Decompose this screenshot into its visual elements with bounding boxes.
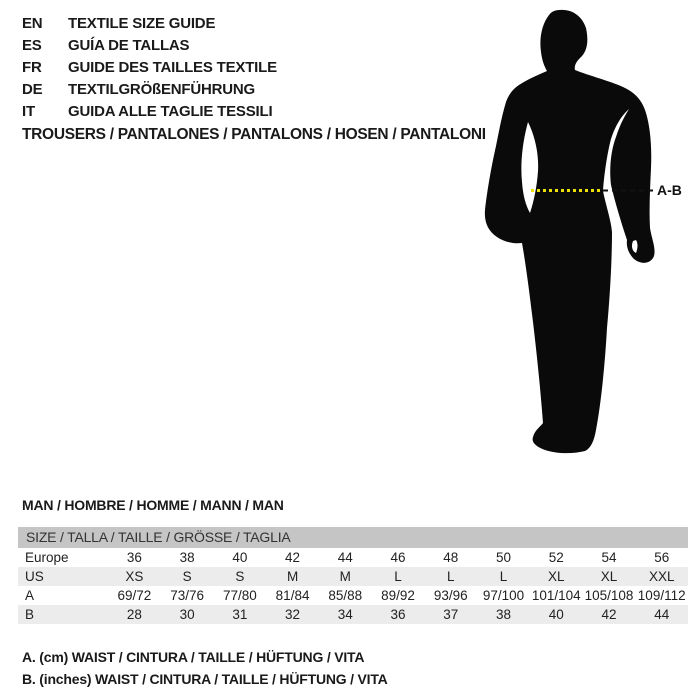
table-cell: 69/72 [117,588,152,603]
table-cell: L [394,569,402,584]
language-row [22,57,277,79]
size-table-header: SIZE / TALLA / TAILLE / GRÖSSE / TAGLIA [18,527,688,548]
table-cell: 48 [443,550,459,565]
language-label: TEXTILE SIZE GUIDE [68,15,216,32]
language-row [22,35,277,57]
table-cell: 52 [548,550,564,565]
table-cell: M [286,569,299,584]
table-cell: 85/88 [328,588,363,603]
table-cell: 40 [232,550,248,565]
language-row [22,13,277,35]
footnotes [22,647,388,690]
row-label: US [25,569,44,584]
table-row [18,586,688,605]
footnote-b: B. (inches) WAIST / CINTURA / TAILLE / HÜFTUNG / VITA [22,670,388,687]
table-cell: 44 [337,550,353,565]
table-cell: 28 [126,607,142,622]
table-cell: S [235,569,245,584]
table-cell: 38 [495,607,512,622]
language-code: IT [22,103,35,120]
table-cell: 32 [285,607,301,622]
size-table [18,527,688,624]
table-cell: 109/112 [637,588,686,603]
man-silhouette [485,10,655,453]
language-code: ES [22,37,42,54]
table-cell: 81/84 [275,588,310,603]
table-cell: M [339,569,351,584]
table-cell: XL [547,569,565,584]
footnote-a: A. (cm) WAIST / CINTURA / TAILLE / HÜFTUNG / VITA [22,649,365,665]
table-cell: 36 [126,550,142,565]
table-cell: 46 [390,550,406,565]
language-row [22,101,277,123]
size-table-body [18,548,688,624]
table-cell: 73/76 [170,588,204,603]
row-label: B [25,607,35,622]
language-code: DE [22,81,43,98]
table-cell: 38 [179,550,195,565]
table-cell: 97/100 [482,588,525,603]
table-cell: 30 [179,607,195,622]
table-row [18,548,688,567]
table-cell: 42 [601,607,617,622]
language-list [22,13,277,123]
table-cell: 42 [285,550,301,565]
table-cell: 101/104 [531,588,581,603]
table-cell: L [499,569,508,584]
table-cell: 44 [654,607,670,622]
measure-label: A-B [657,182,682,198]
language-code: EN [22,15,43,32]
table-cell: 40 [548,607,564,622]
figure-area [460,0,700,470]
table-cell: 36 [390,607,406,622]
table-cell: 93/96 [433,588,468,603]
man-silhouette-svg [460,0,700,470]
table-cell: XS [125,569,144,584]
table-cell: XL [600,569,618,584]
table-cell: L [447,569,455,584]
table-cell: 37 [443,607,459,622]
table-cell: XXL [648,569,675,584]
language-label: GUIDA ALLE TAGLIE TESSILI [68,103,273,120]
table-cell: 89/92 [381,588,415,603]
category-title: TROUSERS / PANTALONES / PANTALONS / HOSEN / PANTALONI [22,126,486,143]
table-cell: 31 [232,607,248,622]
table-cell: 34 [337,607,353,622]
table-cell: 54 [601,550,617,565]
table-cell: 105/108 [584,588,634,603]
language-label: GUÍA DE TALLAS [68,37,190,54]
table-cell: S [182,569,192,584]
language-row [22,79,277,101]
table-cell: 77/80 [222,588,257,603]
table-cell: 50 [495,550,512,565]
language-label: TEXTILGRÖßENFÜHRUNG [68,81,256,98]
language-label: GUIDE DES TAILLES TEXTILE [68,59,277,76]
row-label: Europe [25,550,69,565]
table-cell: 56 [654,550,670,565]
table-row [18,567,688,586]
row-label: A [25,588,35,603]
section-label: MAN / HOMBRE / HOMME / MANN / MAN [22,497,284,513]
table-row [18,605,688,624]
language-code: FR [22,59,42,76]
